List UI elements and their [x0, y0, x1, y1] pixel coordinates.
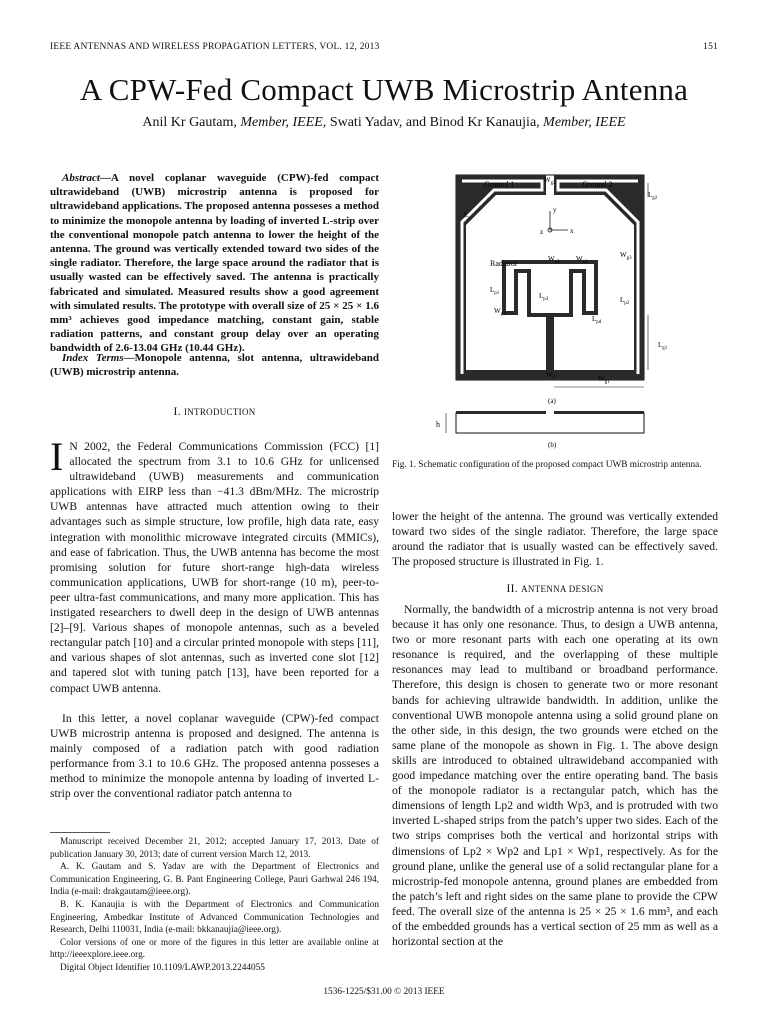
footnote-doi: Digital Object Identifier 10.1109/LAWP.2013.2244055	[60, 962, 265, 973]
section-1-number: I.	[173, 406, 181, 418]
label-ground-1: Ground 1	[484, 180, 515, 189]
label-wp2: $W_{p2}$	[576, 255, 588, 265]
abstract-text: —A novel coplanar waveguide (CPW)-fed compact ultrawideband (UWB) microstrip antenna is proposed for ultrawideband applications. The proposed antenna posseses a method to minimize the monopole antenna by loading of inverted L-strip over the conventional monopole patch antenna to lower the height of the antenna. The ground was vertically extended toward two sides of the single radiator. Therefore, the large space around the radiator that is usually wasted can be effectively saved. The antenna is practically fabricated and simulated. Measured results show a good agreement with simulated results. The prototype with overall size of 25 × 25 × 1.6 mm³ achieves good impedance matching, constant gain, stable radiation patterns, and constant group delay over an operating bandwidth of 2.6-13.04 GHz (10.44 GHz).	[50, 172, 379, 355]
section-2-heading	[392, 583, 718, 595]
footnote-authors-2: B. K. Kanaujia is with the Department of Electronics and Communication Engineering, Ambedkar Institute of Advanced Communication Technologies and Research, Delhi 110031, India (e-mail: bkkanaujia@ieee.org).	[50, 899, 379, 936]
journal-name: IEEE ANTENNAS AND WIRELESS PROPAGATION LETTERS, VOL. 12, 2013	[50, 42, 380, 52]
footnote-authors-1: A. K. Gautam and S. Yadav are with the Department of Electronics and Communication Engineering, G. B. Pant Engineering College, Pauri Garhwal 246 194, India (e-mail: drakgautam@ieee.org).	[50, 862, 379, 898]
label-z-axis: z	[540, 228, 544, 236]
section-2-title: ANTENNA DESIGN	[521, 584, 604, 594]
index-terms-lead: Index Terms	[62, 352, 124, 364]
figure-1	[392, 165, 718, 455]
label-y-axis: y	[553, 206, 557, 214]
label-wp1: $W_{p1}$	[494, 307, 506, 317]
section-1-title: INTRODUCTION	[183, 407, 256, 417]
side-view-gap	[546, 411, 554, 414]
author-1-role: Member, IEEE,	[240, 115, 327, 130]
antenna-schematic	[392, 165, 718, 455]
footnote-rule	[50, 832, 110, 833]
paper-title: A CPW-Fed Compact UWB Microstrip Antenna	[79, 72, 689, 107]
right-paragraph-2: Normally, the bandwidth of a microstrip antenna is not very broad because it has only one resonance. Thus, to design a UWB antenna, two or more resonant parts with each one operating at its own resonance is required, and the overlapping of these multiple resonances may lead to multiband or broadband performance. Therefore, this design is chosen to generate two or more resonant bands for achieving ultrawide bandwidth. In addition, unlike the conventional UWB monopole antenna using a solid ground plane on the other side, in this design, the two grounds were etched on the same plane of the monopole as shown in Fig. 1. The above design skills are introduced to obtained ultrawideband accompanied with good impedance matching over the entire operating band. The basis of the monopole radiator is a rectangular patch, which has the dimensions of length Lp2 and width Wp3, and is protruded with two inverted L-shaped strips from the patch’s upper two sides. Each of the two strips comprises both the vertical and horizontal strips with dimensions of Lp2 × Wp2 and Lp1 × Wp1, respectively. As for the ground plane, unlike the general use of a solid rectangular plane for a microstrip-fed monopole antenna, ground planes are embedded from the patch’s left and right sides on the same plane to provide the CPW feed. The overall size of the antenna is 25 × 25 × 1.6 mm³, and each of the embedded grounds has a vertical section of 25 mm as well as a horizontal section at the	[392, 603, 718, 949]
running-header	[50, 42, 718, 52]
author-line	[0, 115, 768, 131]
label-wg1: $W_{g1}$	[598, 375, 610, 385]
author-2-3: Swati Yadav, and Binod Kr Kanaujia,	[329, 115, 540, 130]
side-view-substrate	[456, 413, 644, 433]
label-sub-b: (b)	[548, 441, 557, 449]
label-wg2: $W_{g2}$	[544, 176, 556, 186]
footnote-color: Color versions of one or more of the figures in this letter are available online at http://ieeexplore.ieee.org.	[50, 937, 379, 961]
label-h: h	[436, 420, 440, 429]
label-radiator: Radiator	[490, 259, 518, 268]
abstract-lead: Abstract	[62, 172, 100, 184]
page-number: 151	[703, 42, 718, 52]
label-sub-a: (a)	[548, 397, 556, 405]
drop-cap: I	[50, 434, 64, 479]
label-lp2: $L_{p2}$	[620, 296, 630, 306]
right-paragraph-1: lower the height of the antenna. The ground was vertically extended toward two sides of the single radiator. Therefore, the large space around the radiator that is usually wasted can be effectively saved. The proposed structure is illustrated in Fig. 1.	[392, 510, 718, 569]
label-wg3: $W_{g3}$	[620, 251, 632, 261]
label-ground-2: Ground 2	[582, 180, 613, 189]
intro-paragraph-1	[50, 434, 379, 696]
footnotes	[50, 836, 379, 975]
label-lpd: $L_{pd}$	[592, 315, 602, 325]
intro-p1-text: N 2002, the Federal Communications Commission (FCC) [1] allocated the spectrum from 3.1 to 10.6 GHz for unlicensed ultrawideband (UWB) measurements and communication applications with EIRP less than −41.3 dBm/MHz. The microstrip UWB antennas have attracted much attention owing to their advantages such as simple structure, low profile, high data rate, easy integration with monolithic microwave integrated circuits (MMICs), and ease of fabrication. Thus, the UWB antenna has become the most promising solution for future short-range high-data wireless communication applications, UWB for short-range (10 m), peer-to-peer ultra-fast communications, and many more application. This has instigated researchers to dwell deep in the design of UWB antennas [2]–[9]. Various shapes of monopole antennas, such as a beveled rectangular patch [10] and a circular printed monopole with steps [11], and various shapes of slot antennas, such as inverted cone slot [12] and tapered slot with tuning patch [13], have been reported for a compact UWB antenna.	[50, 440, 379, 695]
abstract	[50, 171, 379, 356]
label-x-axis: x	[570, 227, 574, 235]
index-terms-text: —Monopole antenna, slot antenna, ultrawideband (UWB) microstrip antenna.	[50, 352, 379, 379]
label-wp3: $W_{p3}$	[548, 255, 560, 265]
author-1: Anil Kr Gautam,	[142, 115, 237, 130]
label-lg1: $L_{g1}$	[658, 341, 668, 351]
copyright-line: 1536-1225/$31.00 © 2013 IEEE	[323, 987, 445, 997]
intro-paragraph-2: In this letter, a novel coplanar waveguide (CPW)-fed compact UWB microstrip antenna is proposed and designed. The antenna is mainly composed of a radiation patch with good radiation performance from 3.1 to 10.6 GHz. The proposed antenna posseses a method to minimize the monopole antenna by loading of inverted L-strip over the conventional radiator patch antenna to	[50, 712, 379, 801]
label-lp1: $L_{p1}$	[490, 286, 500, 296]
section-2-number: II.	[506, 583, 518, 595]
label-lg2: $L_{g2}$	[648, 191, 658, 201]
label-wf: $W_f$	[546, 371, 555, 381]
label-lc: $L_c$	[464, 211, 471, 221]
section-1-heading	[50, 406, 379, 418]
label-lp3: $L_{p3}$	[539, 292, 549, 302]
figure-caption: Fig. 1. Schematic configuration of the proposed compact UWB microstrip antenna.	[392, 460, 702, 470]
index-terms	[50, 351, 379, 379]
footnote-received: Manuscript received December 21, 2012; accepted January 17, 2013. Date of publication January 30, 2013; date of current version March 12, 2013.	[50, 837, 379, 860]
author-3-role: Member, IEEE	[543, 115, 626, 130]
